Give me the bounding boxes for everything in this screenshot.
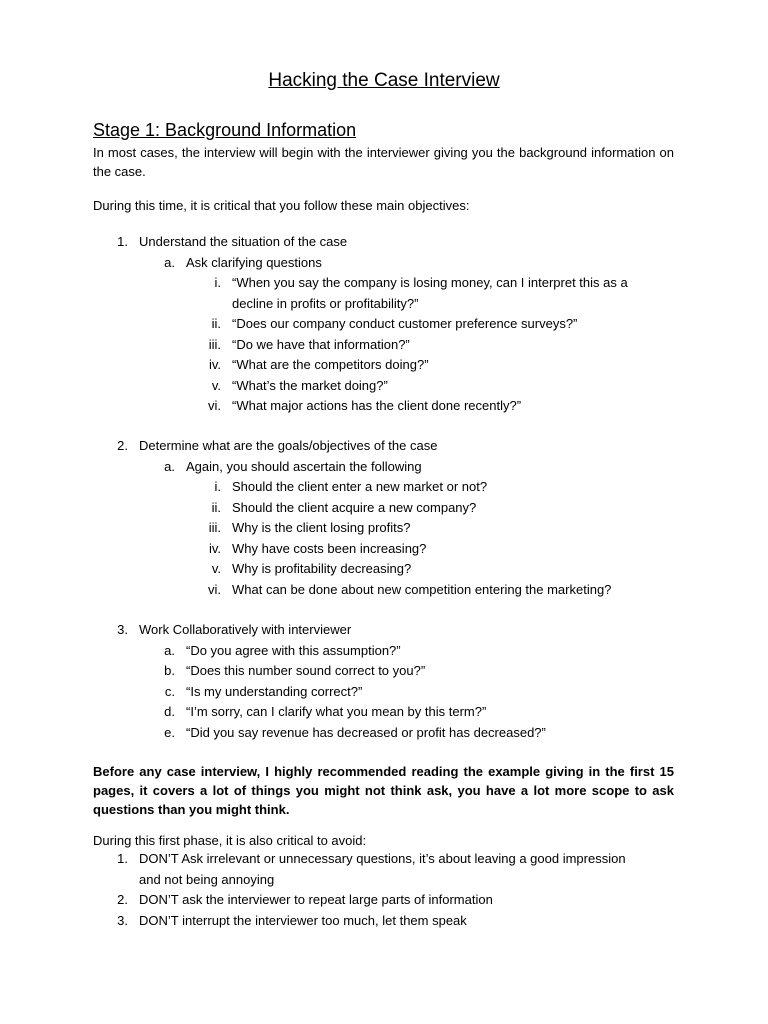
sublist-marker: a. <box>164 254 175 270</box>
subsublist-marker: ii. <box>211 499 221 515</box>
subsublist-item: Should the client acquire a new company? <box>232 499 477 515</box>
page-title: Hacking the Case Interview <box>268 70 500 91</box>
subsublist-item: “Does our company conduct customer preference surveys?” <box>232 316 578 331</box>
sublist-item: “Do you agree with this assumption?” <box>186 642 401 658</box>
avoid-item: DON’T ask the interviewer to repeat large parts of information <box>139 892 493 907</box>
subsublist-item: Why is the client losing profits? <box>232 520 411 535</box>
subsublist-item: What can be done about new competition entering the marketing? <box>232 581 612 597</box>
sublist-marker: d. <box>164 704 175 719</box>
subsublist-item: decline in profits or profitability?” <box>232 295 419 311</box>
sublist-item: Ask clarifying questions <box>186 254 322 270</box>
avoid-item: DON’T interrupt the interviewer too much, let them speak <box>139 912 467 928</box>
subsublist-marker: ii. <box>211 316 221 331</box>
recommendation-paragraph: Before any case interview, I highly recommended reading the example giving in the first 15 pages, it covers a lot of things you might not think ask, you have a lot more scope to ask questions than you might think. <box>93 764 674 817</box>
avoid-number: 1. <box>117 851 128 866</box>
sublist-item: “I’m sorry, can I clarify what you mean by this term?” <box>186 704 487 719</box>
subsublist-marker: vi. <box>208 581 221 597</box>
avoid-item: DON’T Ask irrelevant or unnecessary questions, it’s about leaving a good impression <box>139 851 626 866</box>
sublist-item: “Did you say revenue has decreased or profit has decreased?” <box>186 724 546 740</box>
subsublist-marker: iii. <box>208 520 221 535</box>
objectives-intro: During this time, it is critical that you follow these main objectives: <box>93 198 470 213</box>
list-item: Understand the situation of the case <box>139 234 348 249</box>
subsublist-item: Why is profitability decreasing? <box>232 561 412 576</box>
avoid-intro: During this first phase, it is also critical to avoid: <box>93 833 367 848</box>
subsublist-item: “When you say the company is losing money, can I interpret this as a <box>232 275 628 290</box>
avoid-number: 2. <box>117 892 128 907</box>
subsublist-item: “What major actions has the client done recently?” <box>232 398 522 413</box>
list-item: Work Collaboratively with interviewer <box>139 622 352 637</box>
stage-heading: Stage 1: Background Information <box>93 120 357 140</box>
avoid-number: 3. <box>117 912 128 928</box>
list-number: 3. <box>117 622 128 637</box>
subsublist-marker: v. <box>211 377 221 393</box>
subsublist-marker: i. <box>214 479 221 494</box>
list-number: 2. <box>117 438 128 453</box>
subsublist-marker: iv. <box>208 357 221 372</box>
sublist-item: Again, you should ascertain the following <box>186 458 422 474</box>
subsublist-marker: vi. <box>208 398 221 413</box>
list-item: Determine what are the goals/objectives of the case <box>139 438 438 453</box>
sublist-marker: a. <box>164 642 175 658</box>
intro-paragraph: In most cases, the interview will begin with the interviewer giving you the background information on the case. <box>93 145 674 179</box>
subsublist-marker: v. <box>211 561 221 576</box>
subsublist-item: “What’s the market doing?” <box>232 377 388 393</box>
list-number: 1. <box>117 234 128 249</box>
subsublist-item: Should the client enter a new market or not? <box>232 479 488 494</box>
subsublist-item: Why have costs been increasing? <box>232 540 427 556</box>
subsublist-marker: iii. <box>208 336 221 352</box>
subsublist-item: “Do we have that information?” <box>232 336 410 352</box>
subsublist-item: “What are the competitors doing?” <box>232 357 429 372</box>
sublist-marker: b. <box>164 663 175 678</box>
sublist-marker: a. <box>164 458 175 474</box>
avoid-item: and not being annoying <box>139 871 275 887</box>
sublist-item: “Is my understanding correct?” <box>186 683 363 699</box>
sublist-marker: c. <box>164 683 175 699</box>
sublist-item: “Does this number sound correct to you?” <box>186 663 426 678</box>
sublist-marker: e. <box>164 724 175 740</box>
subsublist-marker: iv. <box>208 540 221 556</box>
subsublist-marker: i. <box>214 275 221 290</box>
